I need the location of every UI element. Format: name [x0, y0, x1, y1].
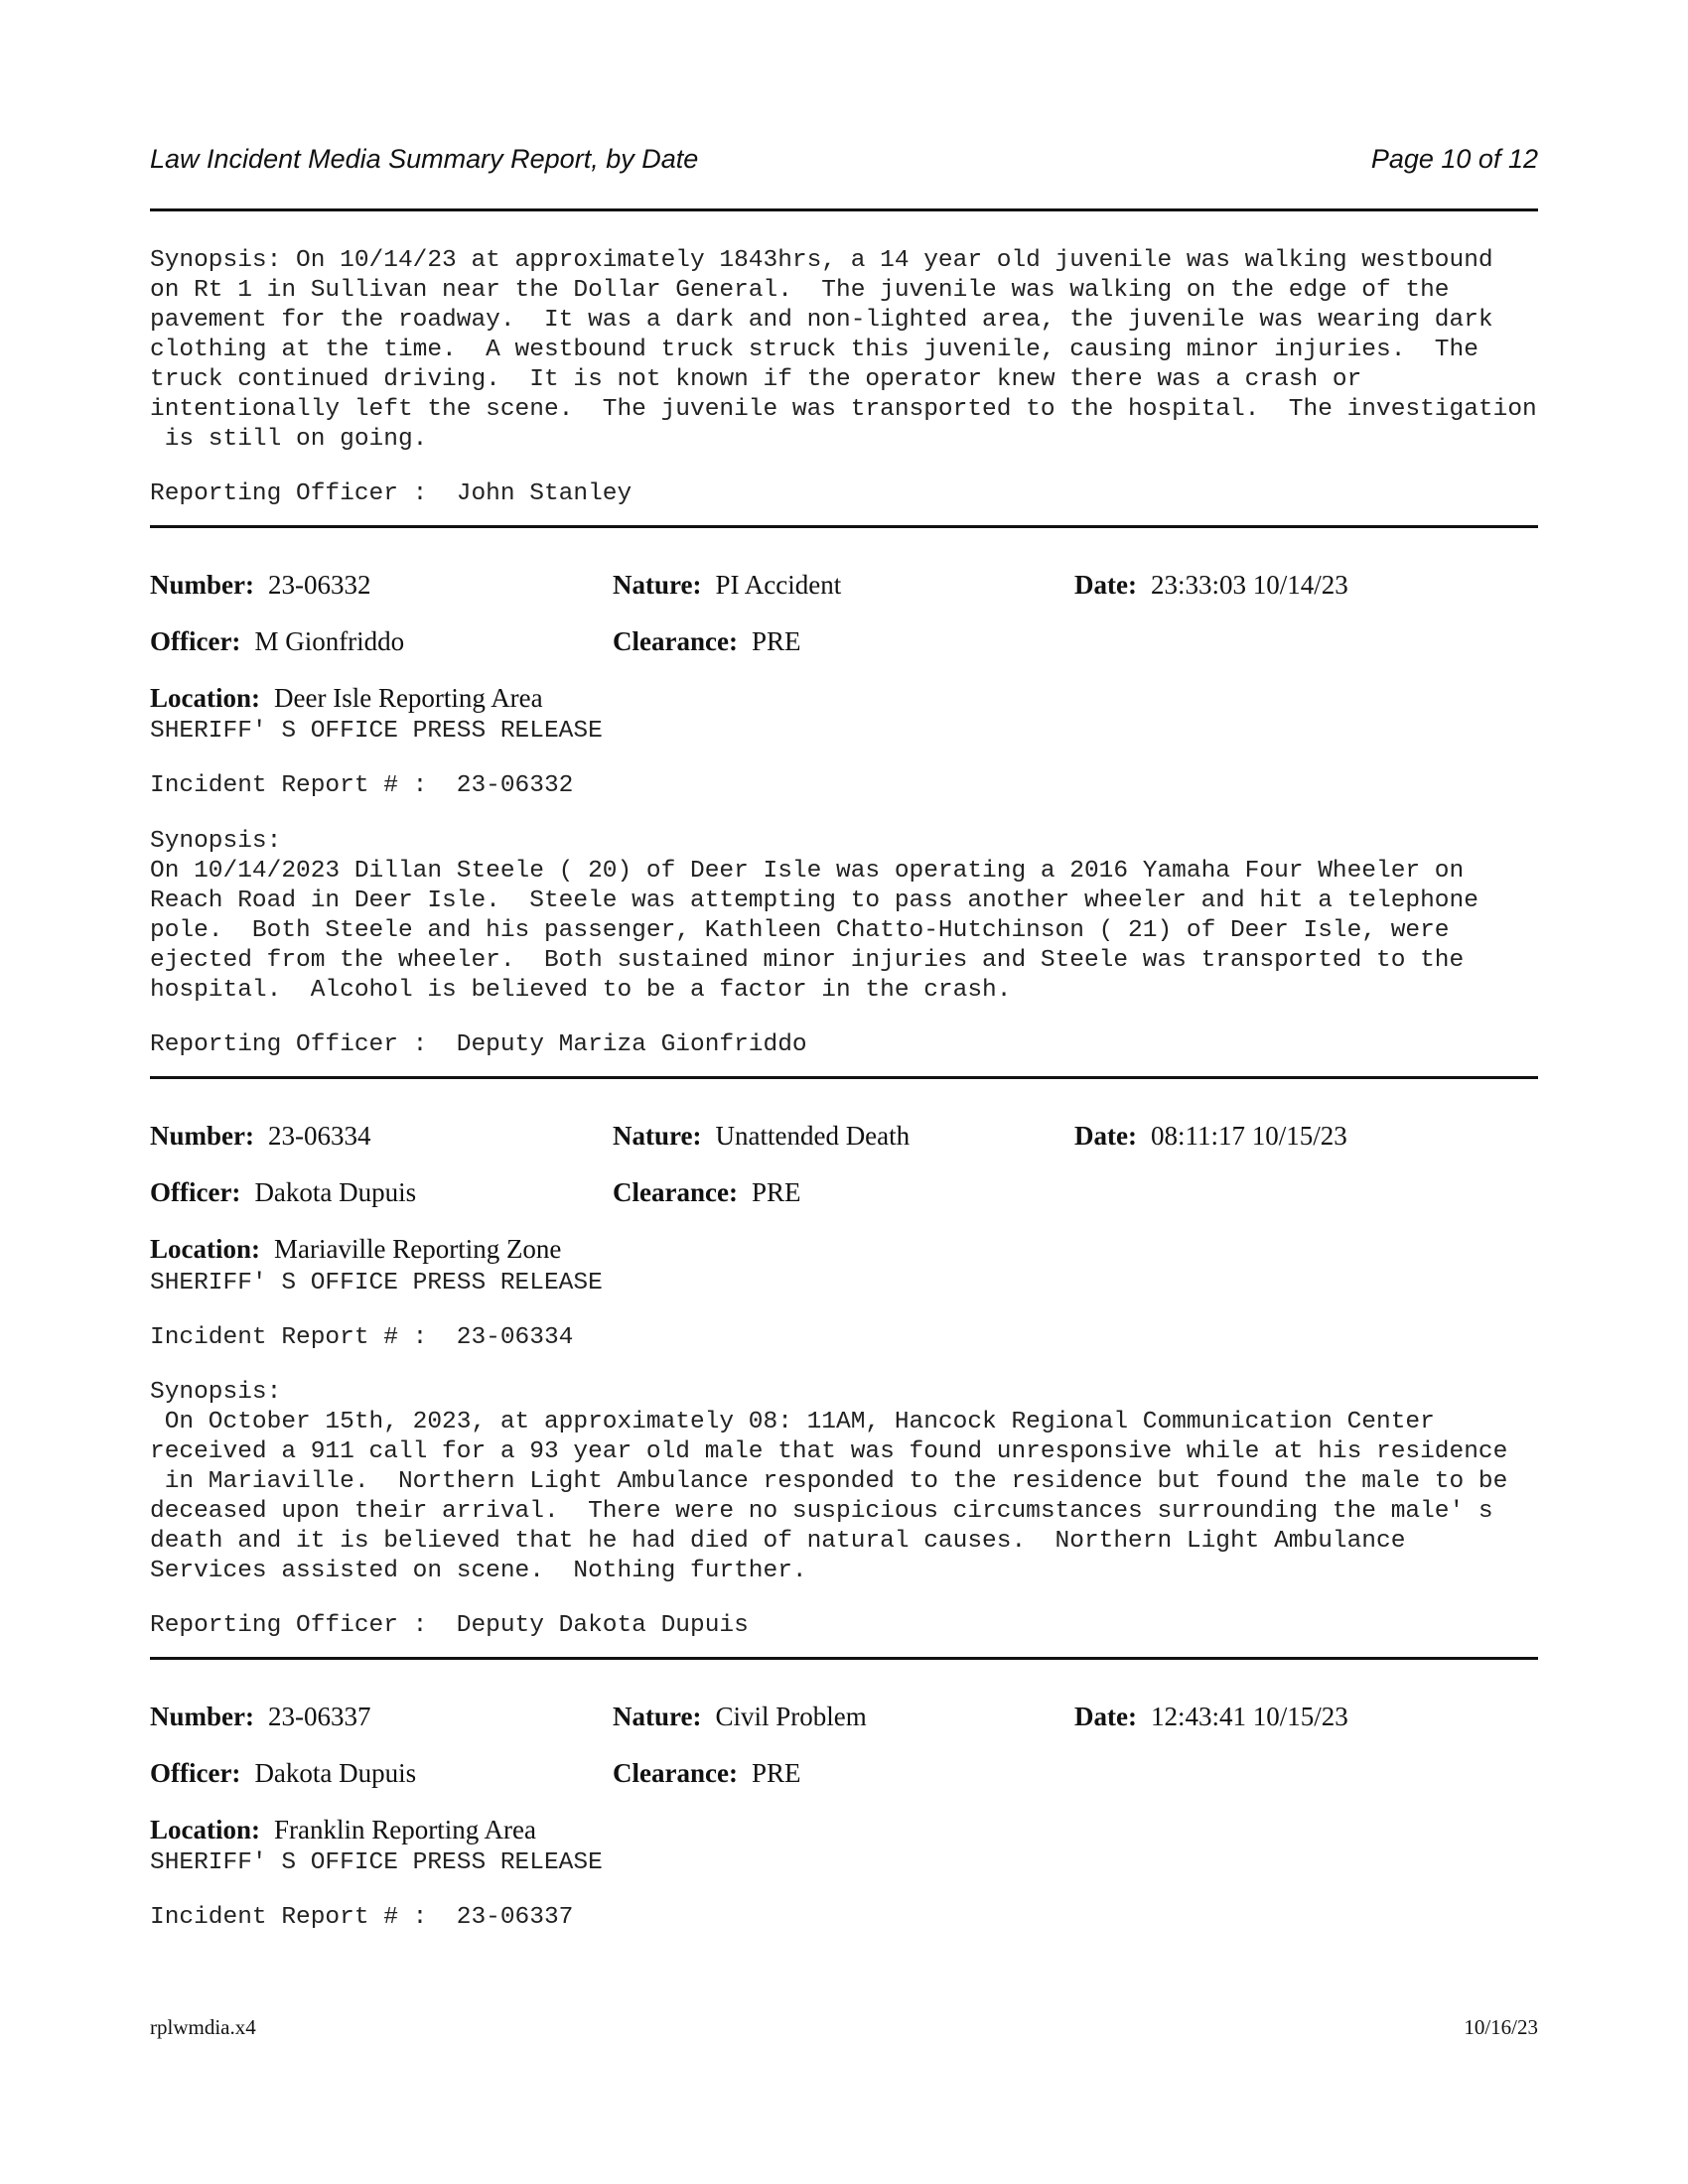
incident-number: 23-06332	[267, 570, 371, 600]
press-release-label: SHERIFF' S OFFICE PRESS RELEASE	[150, 718, 603, 745]
incident-officer-field	[150, 1177, 416, 1208]
nature-label: Nature:	[613, 1702, 702, 1731]
header-divider	[150, 208, 1538, 211]
incident-number: 23-06337	[267, 1702, 371, 1731]
incident-location: Deer Isle Reporting Area	[274, 683, 543, 713]
incident-clearance: PRE	[751, 626, 801, 656]
incident-divider	[150, 1657, 1538, 1660]
incident-date-field	[1074, 570, 1348, 601]
footer-print-date: 10/16/23	[1464, 2015, 1538, 2039]
incident-location-field	[150, 1234, 561, 1265]
incident-date: 23:33:03 10/14/23	[1150, 570, 1348, 600]
clearance-label: Clearance:	[613, 1177, 738, 1207]
clearance-label: Clearance:	[613, 1758, 738, 1788]
incident-clearance: PRE	[751, 1758, 801, 1788]
incident-number-field	[150, 570, 370, 601]
page-number: Page 10 of 12	[1370, 144, 1538, 174]
incident-reporting-officer: Reporting Officer : Deputy Dakota Dupuis	[150, 1612, 749, 1639]
incident-clearance-field	[613, 626, 800, 657]
incident-officer: M Gionfriddo	[254, 626, 405, 656]
incident-location-field	[150, 1815, 536, 1845]
incident-synopsis: Synopsis: On 10/14/2023 Dillan Steele ( 20) of Deer Isle was operating a 2016 Yamaha Four Wheeler on Reach Road in Deer Isle. Steele was attempting to pass another wheeler and hit a telephone pole. Both Steele and his passenger, Kathleen Chatto-Hutchinson ( 21) of Deer Isle, were ejected from the wheeler. Both sustained minor injuries and Steele was transported to the hospital. Alcohol is believed to be a factor in the crash.	[150, 828, 1478, 1004]
press-release-label: SHERIFF' S OFFICE PRESS RELEASE	[150, 1849, 603, 1876]
number-label: Number:	[150, 1702, 254, 1731]
officer-label: Officer:	[150, 1758, 241, 1788]
incident-clearance-field	[613, 1758, 800, 1789]
number-label: Number:	[150, 1121, 254, 1151]
incident-nature: Civil Problem	[715, 1702, 867, 1731]
incident-nature-field	[613, 1121, 910, 1152]
incident-report-number: Incident Report # : 23-06332	[150, 772, 574, 799]
incident-date: 12:43:41 10/15/23	[1150, 1702, 1348, 1731]
incident-location: Mariaville Reporting Zone	[274, 1234, 562, 1264]
number-label: Number:	[150, 570, 254, 600]
location-label: Location:	[150, 683, 260, 713]
incident-clearance: PRE	[751, 1177, 801, 1207]
continued-reporting-officer: Reporting Officer : John Stanley	[150, 480, 633, 507]
officer-label: Officer:	[150, 1177, 241, 1207]
incident-number-field	[150, 1121, 370, 1152]
incident-officer-field	[150, 626, 404, 657]
date-label: Date:	[1074, 1121, 1137, 1151]
incident-location: Franklin Reporting Area	[274, 1815, 536, 1844]
nature-label: Nature:	[613, 1121, 702, 1151]
incident-number: 23-06334	[267, 1121, 371, 1151]
incident-synopsis: Synopsis: On October 15th, 2023, at approximately 08: 11AM, Hancock Regional Communication Center received a 911 call for a 93 year old male that was found unresponsive while at his residence in Mariaville. Northern Light Ambulance responded to the residence but found the male to be deceased upon their arrival. There were no suspicious circumstances surrounding the male' s death and it is believed that he had died of natural causes. Northern Light Ambulance Services assisted on scene. Nothing further.	[150, 1379, 1508, 1584]
incident-divider	[150, 525, 1538, 528]
incident-number-field	[150, 1702, 370, 1732]
incident-date-field	[1074, 1121, 1347, 1152]
incident-officer-field	[150, 1758, 416, 1789]
incident-location-field	[150, 683, 543, 714]
incident-nature-field	[613, 1702, 867, 1732]
incident-nature-field	[613, 570, 841, 601]
report-header	[150, 144, 1538, 184]
incident-nature: Unattended Death	[715, 1121, 911, 1151]
location-label: Location:	[150, 1815, 260, 1844]
report-title: Law Incident Media Summary Report, by Date	[150, 144, 699, 174]
incident-divider	[150, 1076, 1538, 1079]
incident-nature: PI Accident	[715, 570, 842, 600]
incident-date-field	[1074, 1702, 1348, 1732]
continued-synopsis: Synopsis: On 10/14/23 at approximately 1843hrs, a 14 year old juvenile was walking westbound on Rt 1 in Sullivan near the Dollar General. The juvenile was walking on the edge of the pavement for the roadway. It was a dark and non-lighted area, the juvenile was wearing dark clothing at the time. A westbound truck struck this juvenile, causing minor injuries. The truck continued driving. It is not known if the operator knew there was a crash or intentionally left the scene. The juvenile was transported to the hospital. The investigation is still on going.	[150, 247, 1537, 453]
incident-date: 08:11:17 10/15/23	[1150, 1121, 1347, 1151]
incident-report-number: Incident Report # : 23-06334	[150, 1324, 574, 1351]
footer-report-code: rplwmdia.x4	[150, 2015, 256, 2039]
date-label: Date:	[1074, 1702, 1137, 1731]
nature-label: Nature:	[613, 570, 702, 600]
incident-officer: Dakota Dupuis	[254, 1758, 417, 1788]
location-label: Location:	[150, 1234, 260, 1264]
officer-label: Officer:	[150, 626, 241, 656]
clearance-label: Clearance:	[613, 626, 738, 656]
incident-clearance-field	[613, 1177, 800, 1208]
incident-officer: Dakota Dupuis	[254, 1177, 417, 1207]
press-release-label: SHERIFF' S OFFICE PRESS RELEASE	[150, 1270, 603, 1297]
date-label: Date:	[1074, 570, 1137, 600]
incident-report-number: Incident Report # : 23-06337	[150, 1904, 574, 1931]
incident-reporting-officer: Reporting Officer : Deputy Mariza Gionfriddo	[150, 1031, 807, 1058]
